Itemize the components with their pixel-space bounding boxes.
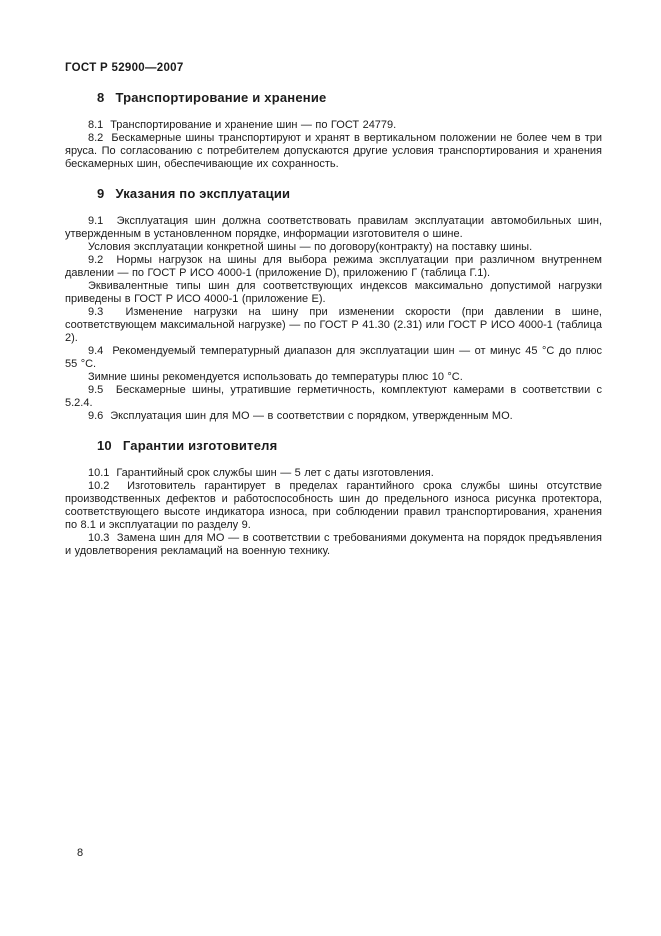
paragraph-8-1: 8.1 Транспортирование и хранение шин — по ГОСТ 24779. xyxy=(88,119,397,131)
paragraph-9-1-note: Условия эксплуатации конкретной шины — по договору(контракту) на поставку шины. xyxy=(88,241,533,253)
paragraph-9-6: 9.6 Эксплуатация шин для МО — в соответствии с порядком, утвержденным МО. xyxy=(88,410,513,422)
section-10-heading xyxy=(97,438,602,453)
section-9-heading xyxy=(97,186,602,201)
paragraph-8-2: 8.2 Бескамерные шины транспортируют и хранят в вертикальном положении не более чем в три яруса. По согласованию с потребителем допускаются другие условия транспортирования и хранения бескамерных шин, обеспечивающие их сохранность. xyxy=(65,132,602,170)
section-transport-storage xyxy=(65,90,602,171)
page-number: 8 xyxy=(77,847,84,859)
paragraph-9-2: 9.2 Нормы нагрузок на шины для выбора режима эксплуатации при различном внутреннем давлении — по ГОСТ Р ИСО 4000-1 (приложение D), приложению Г (таблица Г.1). xyxy=(65,254,602,279)
page-content xyxy=(65,62,602,558)
section-8-heading xyxy=(97,90,602,105)
paragraph-10-3: 10.3 Замена шин для МО — в соответствии с требованиями документа на порядок предъявления и удовлетворения рекламаций на военную технику. xyxy=(65,532,602,557)
paragraph-10-2: 10.2 Изготовитель гарантирует в пределах гарантийного срока службы шины отсутствие производственных дефектов и работоспособность шин до предельного износа рисунка протектора, соответствующего высоте индикатора износа, при соблюдении правил транспортирования, хранения по 8.1 и эксплуатации по разделу 9. xyxy=(65,480,602,531)
document-designation: ГОСТ Р 52900—2007 xyxy=(65,62,184,74)
paragraph-9-2-note: Эквивалентные типы шин для соответствующих индексов максимально допустимой нагрузки приведены в ГОСТ Р ИСО 4000-1 (приложение Е). xyxy=(65,280,602,305)
paragraph-9-1: 9.1 Эксплуатация шин должна соответствовать правилам эксплуатации автомобильных шин, утвержденным в установленном порядке, информации изготовителя о шине. xyxy=(65,215,602,240)
section-number: 8 xyxy=(97,90,105,105)
section-title: Транспортирование и хранение xyxy=(115,90,327,105)
paragraph-9-4: 9.4 Рекомендуемый температурный диапазон для эксплуатации шин — от минус 45 °С до плюс 55 °С. xyxy=(65,345,602,370)
section-title: Гарантии изготовителя xyxy=(122,438,278,453)
section-number: 10 xyxy=(97,438,112,453)
section-manufacturer-warranty xyxy=(65,438,602,558)
paragraph-9-3: 9.3 Изменение нагрузки на шину при изменении скорости (при давлении в шине, соответствующем максимальной нагрузке) — по ГОСТ Р 41.30 (2.31) или ГОСТ Р ИСО 4000-1 (таблица 2). xyxy=(65,306,602,344)
section-operation-guidelines xyxy=(65,186,602,423)
section-number: 9 xyxy=(97,186,105,201)
paragraph-9-5: 9.5 Бескамерные шины, утратившие герметичность, комплектуют камерами в соответствии с 5.2.4. xyxy=(65,384,602,409)
paragraph-10-1: 10.1 Гарантийный срок службы шин — 5 лет с даты изготовления. xyxy=(88,467,434,479)
paragraph-9-4-note: Зимние шины рекомендуется использовать до температуры плюс 10 °С. xyxy=(88,371,463,383)
section-title: Указания по эксплуатации xyxy=(115,186,291,201)
